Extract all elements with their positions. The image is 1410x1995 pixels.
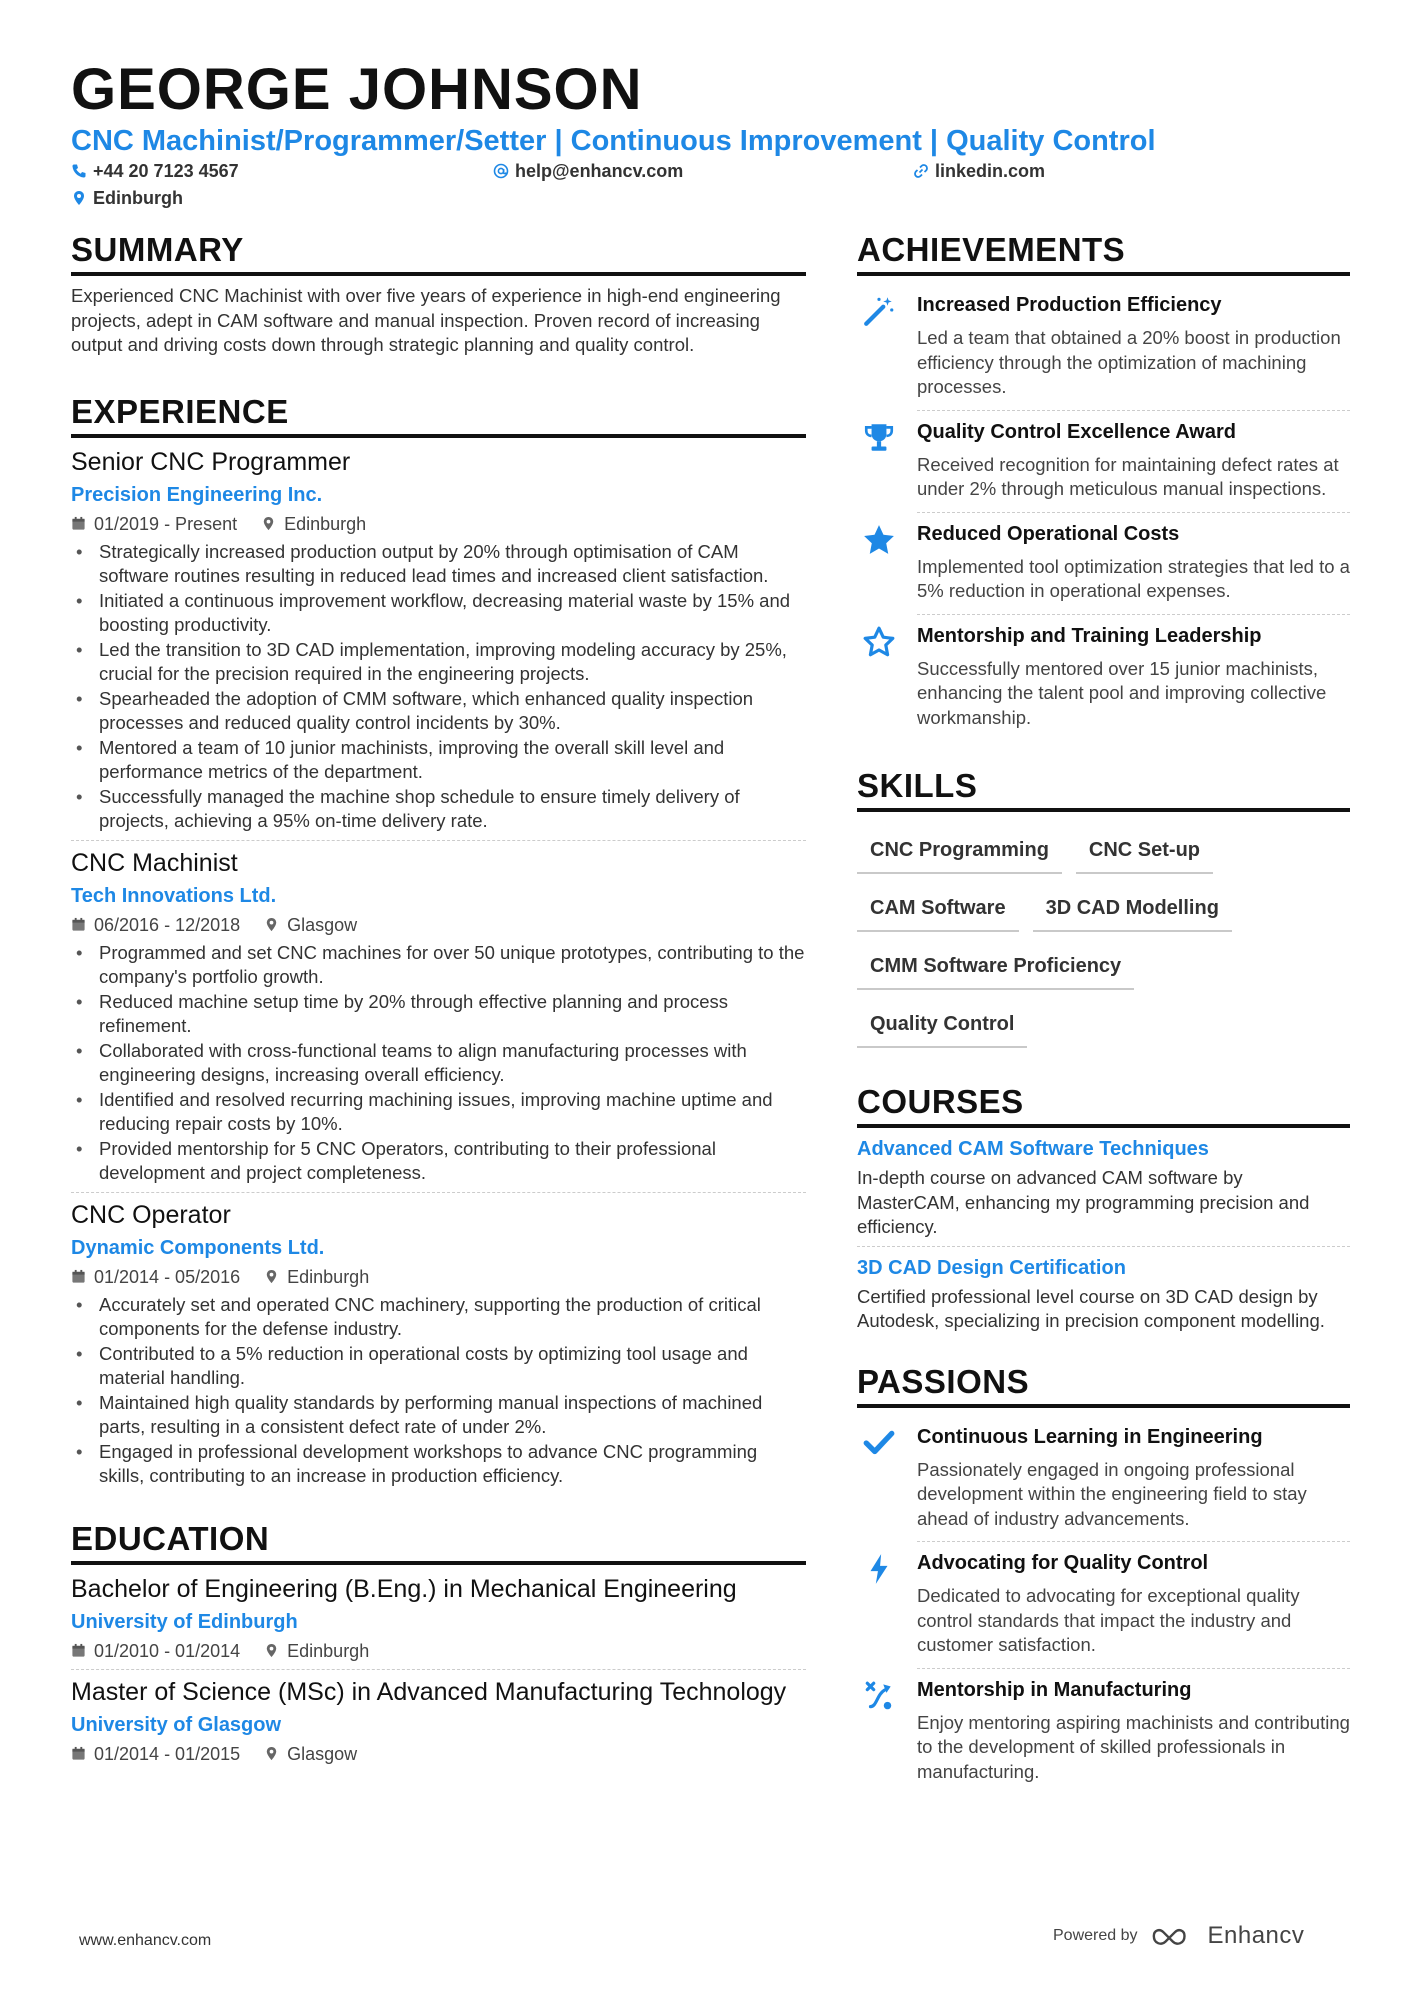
at-icon [493, 163, 509, 179]
job-bullet: • Mentored a team of 10 junior machinists, improving the overall skill level and performance metrics of the department. [71, 736, 806, 785]
education-heading: EDUCATION [71, 1519, 806, 1565]
achievement-item [857, 615, 1350, 741]
experience-section [71, 392, 806, 1489]
education-entry [71, 1573, 806, 1663]
education-degree: Bachelor of Engineering (B.Eng.) in Mechanical Engineering [71, 1574, 737, 1603]
job-company: Tech Innovations Ltd. [71, 884, 277, 907]
achievement-title: Quality Control Excellence Award [917, 420, 1236, 443]
job-dates: 06/2016 - 12/2018 [94, 914, 241, 935]
location-pin-icon [264, 1269, 279, 1284]
achievement-item [857, 513, 1350, 614]
job-bullet: • Accurately set and operated CNC machinery, supporting the production of critical components for the defense industry. [71, 1293, 806, 1342]
calendar-icon [71, 1643, 86, 1658]
star-outline-icon [862, 625, 896, 659]
job-role: Senior CNC Programmer [71, 447, 351, 476]
achievement-title: Reduced Operational Costs [917, 522, 1180, 545]
achievement-title: Increased Production Efficiency [917, 294, 1222, 316]
job-meta [71, 1265, 806, 1289]
achievement-desc: Received recognition for maintaining defect rates at under 2% through meticulous manual inspections. [917, 453, 1339, 499]
summary-text: Experienced CNC Machinist with over five years of experience in high-end engineering projects, adept in CAM software and manual inspection. Proven record of increasing output and driving costs down through strategic planning and quality control. [71, 285, 781, 355]
passion-desc: Dedicated to advocating for exceptional quality control standards that impact the industry and customer satisfaction. [917, 1585, 1300, 1655]
entry-divider [71, 840, 806, 841]
linkedin-text: linkedin.com [935, 161, 1046, 181]
calendar-icon [71, 1269, 86, 1284]
achievement-title: Mentorship and Training Leadership [917, 624, 1262, 647]
job-bullet: • Successfully managed the machine shop schedule to ensure timely delivery of projects, achieving a 95% on-time delivery rate. [71, 785, 806, 834]
enhancv-logo-icon [1150, 1924, 1196, 1948]
course-title: 3D CAD Design Certification [857, 1256, 1126, 1279]
job-bullet: • Programmed and set CNC machines for over 50 unique prototypes, contributing to the company's portfolio growth. [71, 941, 806, 990]
entry-divider [857, 1246, 1350, 1247]
passions-section [857, 1362, 1350, 1795]
job-meta [71, 512, 806, 536]
course-entry [857, 1255, 1350, 1334]
job-meta [71, 913, 806, 937]
passion-item [857, 1416, 1350, 1542]
phone-text: +44 20 7123 4567 [93, 161, 239, 181]
summary-heading: SUMMARY [71, 230, 806, 276]
education-section [71, 1519, 806, 1766]
route-icon [862, 1679, 896, 1713]
trophy-icon [862, 421, 896, 455]
job-bullets [71, 1293, 806, 1489]
right-column [857, 230, 1350, 1794]
calendar-icon [71, 1746, 86, 1761]
job-bullet: • Identified and resolved recurring machining issues, improving machine uptime and reducing repair costs by 10%. [71, 1088, 806, 1137]
job-bullet: • Strategically increased production output by 20% through optimisation of CAM software routines resulting in reduced lead times and increased client satisfaction. [71, 540, 806, 589]
contact-phone[interactable] [71, 160, 239, 182]
job-company: Precision Engineering Inc. [71, 483, 323, 506]
achievement-desc: Led a team that obtained a 20% boost in production efficiency through the optimization of machining processes. [917, 327, 1341, 397]
checkmark-icon [862, 1426, 896, 1460]
passion-title: Mentorship in Manufacturing [917, 1678, 1192, 1701]
education-school: University of Edinburgh [71, 1610, 298, 1633]
phone-icon [71, 163, 87, 179]
education-dates: 01/2010 - 01/2014 [94, 1640, 241, 1661]
link-icon [913, 163, 929, 179]
job-entry [71, 847, 806, 1186]
job-bullet: • Spearheaded the adoption of CMM software, which enhanced quality inspection processes and reduced quality control incidents by 30%. [71, 687, 806, 736]
job-dates: 01/2014 - 05/2016 [94, 1266, 241, 1287]
job-bullet: • Engaged in professional development workshops to advance CNC programming skills, contributing to an increase in production efficiency. [71, 1440, 806, 1489]
achievements-section [857, 230, 1350, 740]
job-bullet: • Reduced machine setup time by 20% through effective planning and process refinement. [71, 990, 806, 1039]
lightning-icon [862, 1552, 896, 1586]
skills-list [857, 820, 1350, 1058]
summary-section [71, 230, 806, 358]
job-role: CNC Machinist [71, 848, 238, 877]
skill-row-break [857, 998, 1350, 1058]
education-location: Glasgow [287, 1743, 358, 1764]
skills-section [857, 766, 1350, 1058]
skill-tag: CNC Set-up [1076, 824, 1213, 874]
job-bullet: • Collaborated with cross-functional teams to align manufacturing processes with engineering designs, increasing overall efficiency. [71, 1039, 806, 1088]
location-pin-icon [264, 1746, 279, 1761]
courses-section [857, 1082, 1350, 1334]
achievement-item [857, 411, 1350, 512]
job-bullet: • Led the transition to 3D CAD implementation, improving modeling accuracy by 25%, crucial for the precision required in the engineering projects. [71, 638, 806, 687]
achievements-heading: ACHIEVEMENTS [857, 230, 1350, 276]
job-bullet: • Initiated a continuous improvement workflow, decreasing material waste by 15% and boosting productivity. [71, 589, 806, 638]
course-desc: In-depth course on advanced CAM software by MasterCAM, enhancing my programming precision and efficiency. [857, 1167, 1310, 1237]
powered-by-label: Powered by [1053, 1927, 1138, 1944]
course-entry [857, 1136, 1350, 1240]
education-location: Edinburgh [287, 1640, 370, 1661]
footer-branding[interactable] [1053, 1922, 1304, 1950]
achievement-item [857, 284, 1350, 410]
skill-tag: CAM Software [857, 882, 1019, 932]
entry-divider [71, 1669, 806, 1670]
location-text: Edinburgh [93, 188, 183, 208]
job-location: Glasgow [287, 914, 358, 935]
job-bullet: • Contributed to a 5% reduction in operational costs by optimizing tool usage and material handling. [71, 1342, 806, 1391]
job-location: Edinburgh [287, 1266, 370, 1287]
job-bullet: • Provided mentorship for 5 CNC Operators, contributing to their professional development and project completeness. [71, 1137, 806, 1186]
location-pin-icon [71, 190, 87, 206]
education-school: University of Glasgow [71, 1713, 282, 1736]
courses-heading: COURSES [857, 1082, 1350, 1128]
skill-tag: CNC Programming [857, 824, 1062, 874]
achievement-desc: Successfully mentored over 15 junior machinists, enhancing the talent pool and improving collective workmanship. [917, 657, 1327, 728]
left-column [71, 230, 806, 1766]
job-location: Edinburgh [284, 513, 367, 534]
achievement-desc: Implemented tool optimization strategies that led to a 5% reduction in operational expenses. [917, 555, 1350, 601]
magic-wand-icon [862, 294, 896, 328]
calendar-icon [71, 917, 86, 932]
email-text: help@enhancv.com [515, 161, 684, 181]
candidate-headline: CNC Machinist/Programmer/Setter | Continuous Improvement | Quality Control [71, 125, 1156, 157]
job-bullet: • Maintained high quality standards by performing manual inspections of machined parts, resulting in a consistent defect rate of under 2%. [71, 1391, 806, 1440]
passion-item [857, 1669, 1350, 1795]
passion-title: Advocating for Quality Control [917, 1552, 1209, 1574]
calendar-icon [71, 516, 86, 531]
skill-tag: CMM Software Proficiency [857, 940, 1134, 990]
passion-desc: Enjoy mentoring aspiring machinists and contributing to the development of skilled professionals in manufacturing. [917, 1711, 1350, 1782]
job-role: CNC Operator [71, 1200, 231, 1229]
location-pin-icon [264, 917, 279, 932]
job-entry [71, 446, 806, 834]
contact-email[interactable] [493, 160, 683, 182]
education-dates: 01/2014 - 01/2015 [94, 1743, 241, 1764]
job-entry [71, 1199, 806, 1489]
contact-linkedin[interactable] [913, 160, 1045, 182]
job-dates: 01/2019 - Present [94, 513, 238, 534]
education-meta [71, 1742, 806, 1766]
entry-divider [71, 1192, 806, 1193]
job-bullets [71, 941, 806, 1186]
footer-website[interactable]: www.enhancv.com [79, 1932, 212, 1949]
contact-location [71, 187, 183, 209]
skills-heading: SKILLS [857, 766, 1350, 812]
course-desc: Certified professional level course on 3D CAD design by Autodesk, specializing in precision component modelling. [857, 1285, 1325, 1331]
course-title: Advanced CAM Software Techniques [857, 1138, 1209, 1160]
passion-item [857, 1542, 1350, 1668]
experience-heading: EXPERIENCE [71, 392, 806, 438]
education-degree: Master of Science (MSc) in Advanced Manufacturing Technology [71, 1677, 787, 1706]
location-pin-icon [264, 1643, 279, 1658]
education-entry [71, 1676, 806, 1766]
education-meta [71, 1639, 806, 1663]
passion-desc: Passionately engaged in ongoing professional development within the engineering field to stay ahead of industry advancements. [917, 1458, 1307, 1529]
star-icon [862, 523, 896, 557]
skill-tag: Quality Control [857, 1012, 1027, 1048]
job-company: Dynamic Components Ltd. [71, 1236, 325, 1259]
brand-name: Enhancv [1207, 1922, 1305, 1949]
job-bullets [71, 540, 806, 834]
passions-heading: PASSIONS [857, 1362, 1350, 1408]
candidate-name: GEORGE JOHNSON [71, 57, 643, 122]
passion-title: Continuous Learning in Engineering [917, 1425, 1263, 1448]
skill-tag: 3D CAD Modelling [1033, 882, 1232, 932]
location-pin-icon [261, 516, 276, 531]
